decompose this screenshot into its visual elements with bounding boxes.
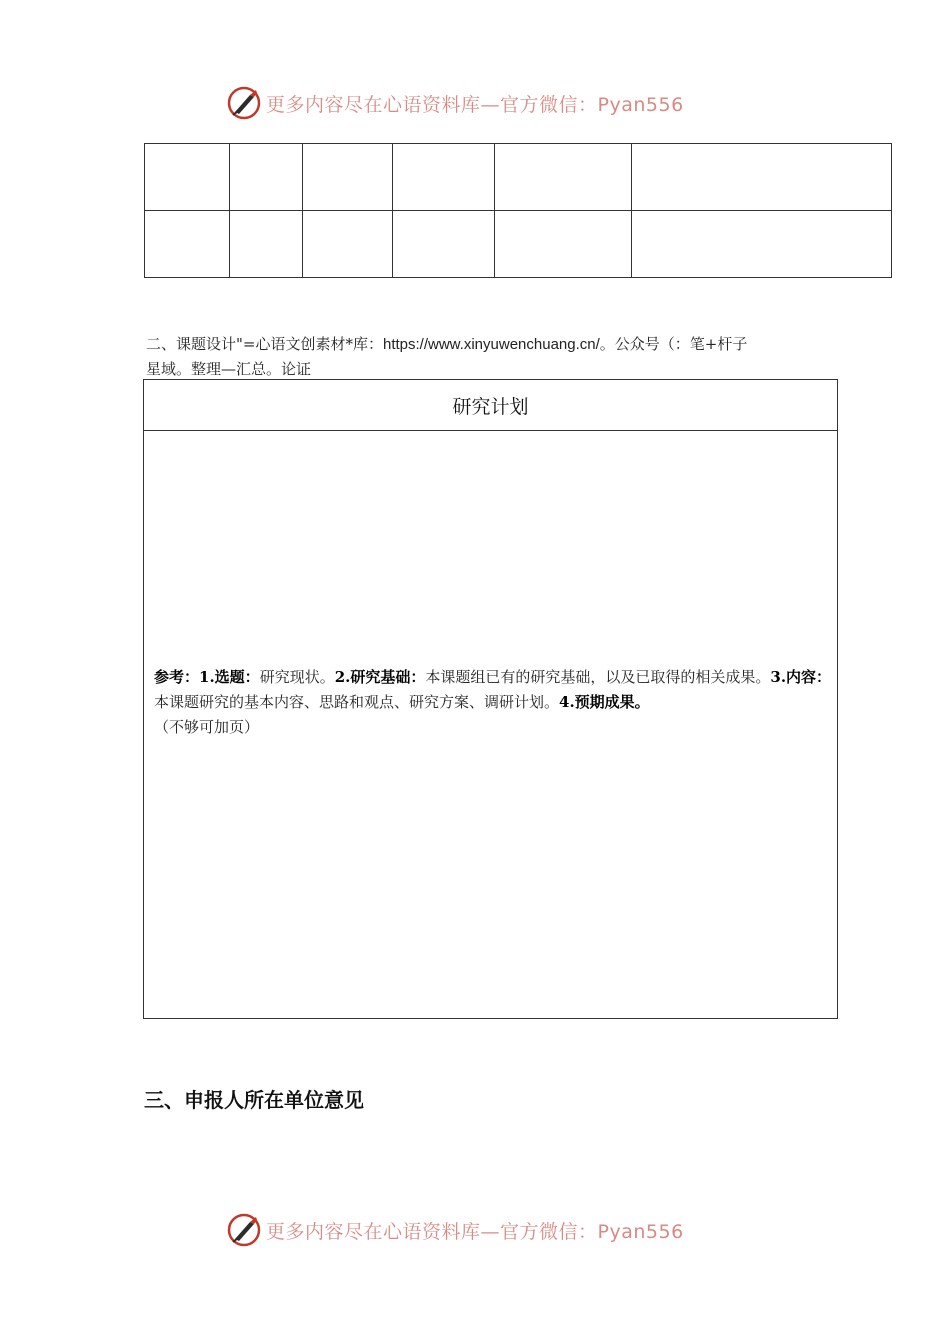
table-cell[interactable] [230,144,303,211]
table-cell[interactable] [632,211,892,278]
research-plan-box [143,379,838,1019]
table-cell[interactable] [393,144,495,211]
site-url-link[interactable]: https://www.xinyuwenchuang.cn/ [382,336,600,353]
table-cell[interactable] [632,144,892,211]
banner-text: 更多内容尽在心语资料库—官方微信：Pyan556 [266,93,684,116]
quill-pen-logo-icon [226,1212,262,1248]
table-row [145,211,892,278]
research-plan-title: 研究计划 [144,380,837,431]
table-cell[interactable] [393,211,495,278]
table-cell[interactable] [303,211,393,278]
footer-watermark-banner [226,1212,684,1248]
header-watermark-banner [226,85,684,121]
intro-line1-prefix: 二、课题设计"=心语文创素材*库： [146,335,383,353]
table-cell[interactable] [303,144,393,211]
table-cell[interactable] [495,144,632,211]
section-two-intro [146,332,826,382]
quill-pen-logo-icon [226,85,262,121]
intro-line2: 星域。整理—汇总。论证 [146,360,312,378]
table-cell[interactable] [230,211,303,278]
blank-info-table [144,143,892,278]
research-plan-reference[interactable]: 参考：1.选题：研究现状。2.研究基础：本课题组已有的研究基础，以及已取得的相关成果。3.内容：本课题研究的基本内容、思路和观点、研究方案、调研计划。4.预期成果。 （不够可加页） [154,668,832,736]
banner-text: 更多内容尽在心语资料库—官方微信：Pyan556 [266,1220,684,1243]
section-three-heading: 三、申报人所在单位意见 [144,1088,364,1112]
table-cell[interactable] [495,211,632,278]
table-row [145,144,892,211]
page-note: （不够可加页） [154,718,260,736]
table-cell[interactable] [145,144,230,211]
intro-line1-suffix: 。公众号（：笔+杆子 [599,335,748,353]
table-cell[interactable] [145,211,230,278]
